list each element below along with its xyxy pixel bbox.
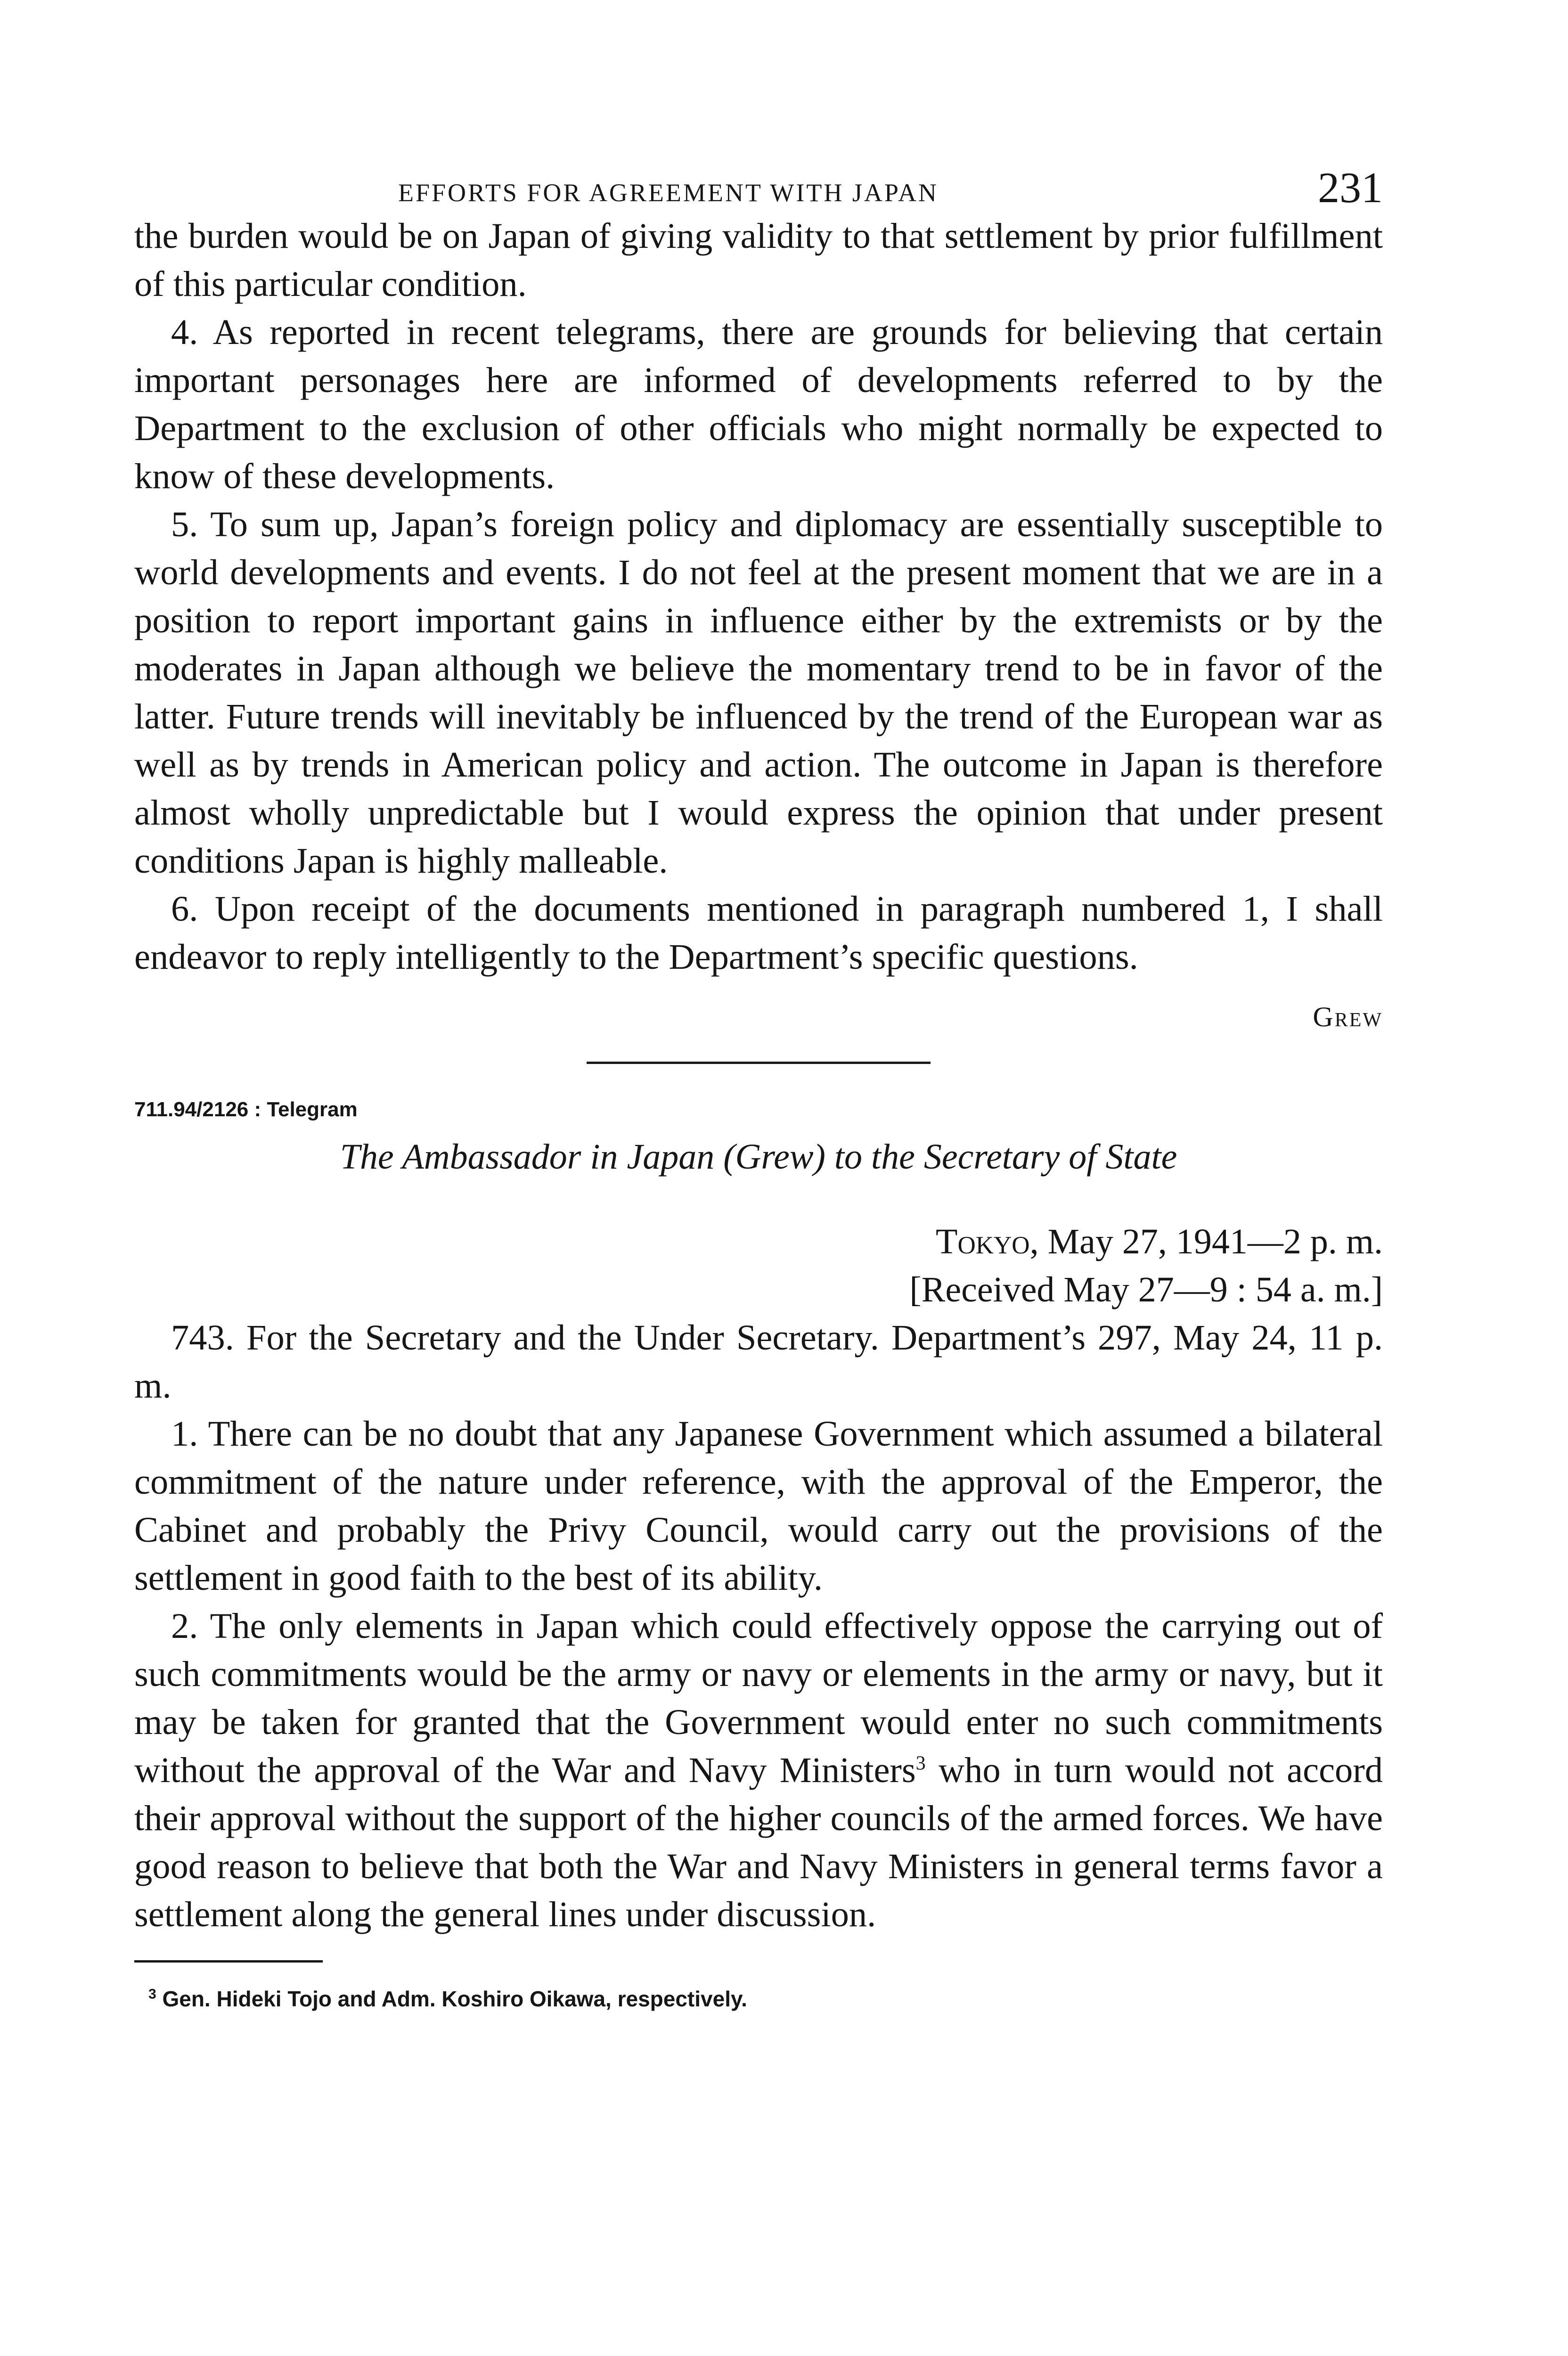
footnote-text: Gen. Hideki Tojo and Adm. Koshiro Oikawa, respectively. [162, 1987, 747, 2011]
signature-grew: Grew [1313, 1001, 1383, 1032]
paragraph-5: 5. To sum up, Japan’s foreign policy and diplomacy are essentially susceptible to world developments and events. I do not feel at the present moment that we are in a position to report important gains in influence either by the extremists or by the moderates in Japan although we believe the momentary trend to be in favor of the latter. Future trends will inevitably be influenced by the trend of the European war as well as by trends in American policy and action. The outcome in Japan is therefore almost wholly unpredictable but I would express the opinion that under present conditions Japan is highly malleable. [134, 504, 1383, 881]
running-header [134, 141, 1383, 212]
paragraph-2-text-b: who in turn would not accord their approval without the support of the higher councils of the armed forces. We have good reason to believe that both the War and Navy Ministers in general terms favor a settlement along the general lines under discussion. [134, 1750, 1383, 1934]
continuation-paragraph: the burden would be on Japan of giving validity to that settlement by prior fulfillment of this particular condition. [134, 216, 1383, 304]
dateline [134, 1218, 1383, 1266]
paragraph-6: 6. Upon receipt of the documents mentioned in paragraph numbered 1, I shall endeavor to reply intelligently to the Department’s specific questions. [134, 889, 1383, 977]
running-title: EFFORTS FOR AGREEMENT WITH JAPAN [398, 179, 939, 207]
file-reference: 711.94/2126 : Telegram [134, 1098, 358, 1121]
paragraph-4: 4. As reported in recent telegrams, there are grounds for believing that certain important personages here are informed of developments referred to by the Department to the exclusion of other officials who might normally be expected to know of these developments. [134, 312, 1383, 496]
paragraph-2 [134, 1602, 1383, 1939]
page-number: 231 [1318, 164, 1383, 212]
footnote-rule [134, 1960, 323, 1963]
document-title: The Ambassador in Japan (Grew) to the Secretary of State [340, 1137, 1177, 1177]
footnote-marker: 3 [148, 1986, 156, 2002]
paragraph-1: 1. There can be no doubt that any Japanese Government which assumed a bilateral commitment of the nature under reference, with the approval of the Emperor, the Cabinet and probably the Privy Council, would carry out the provisions of the settlement in good faith to the best of its ability. [134, 1414, 1383, 1598]
footnote-reference-marker: 3 [915, 1752, 926, 1775]
page-content [134, 141, 1383, 2015]
received-line: [Received May 27—9 : 54 a. m.] [909, 1270, 1383, 1309]
paragraph-2-text-a: 2. The only elements in Japan which could effectively oppose the carrying out of such commitments would be the army or navy or elements in the army or navy, but it may be taken for granted that the Government would enter no such commitments without the approval of the War and Navy Ministers [134, 1606, 1383, 1790]
dateline-date: , May 27, 1941—2 p. m. [1029, 1222, 1383, 1261]
footnote [134, 1982, 1383, 2015]
paragraph-743: 743. For the Secretary and the Under Secretary. Department’s 297, May 24, 11 p. m. [134, 1317, 1383, 1406]
dateline-place: Tokyo [936, 1222, 1030, 1261]
section-divider [587, 1062, 931, 1064]
